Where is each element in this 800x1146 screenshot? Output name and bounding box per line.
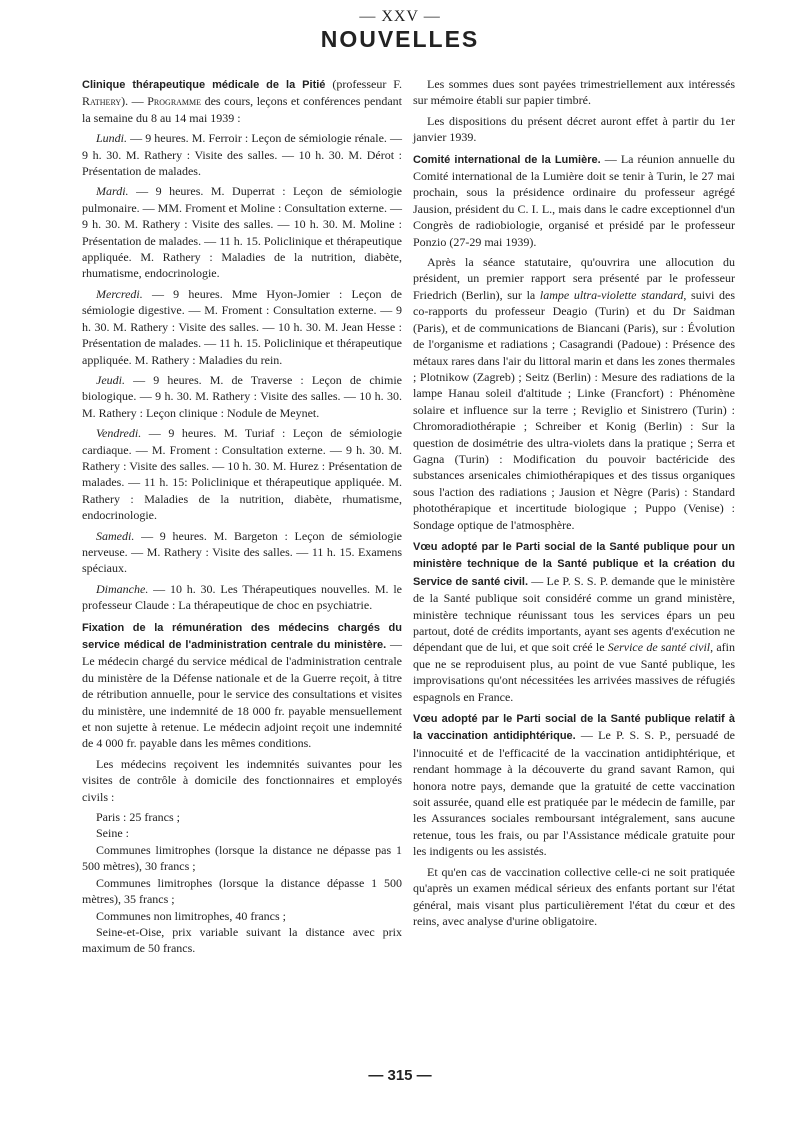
day-text-jeudi: — 9 heures. M. de Traverse : Leçon de chimie biologique. — 9 h. 30. M. Rathery : Visite des salles. — 10 h. 30. M. Rathery : Leçon clinique : Nodule de Meynet. [82, 372, 402, 420]
day-label-lundi: Lundi. [96, 131, 128, 146]
clinique-programme-label: Programme [147, 94, 202, 109]
clinique-intro-a: (professeur F. [325, 77, 402, 91]
day-text-lundi: — 9 heures. M. Ferroir : Leçon de sémiologie rénale. — 9 h. 30. M. Rathery : Visite des salles. — 10 h. 30. M. Dérot : Présentation de malades. [82, 131, 402, 179]
fixation-cont-p1: Les sommes dues sont payées trimestriellement aux intéressés sur mémoire établi sur papier timbré. [413, 77, 735, 108]
day-text-mardi: — 9 heures. M. Duperrat : Leçon de sémiologie pulmonaire. — MM. Froment et Moline : Consultation externe. — 9 h. 30. M. Rathery : Visite des salles. — 10 h. 30. M. Moline : Présentation de malades. — 11 h. 15. Policlinique et thérapeutique appliquée. M. Rathery : Maladies de la nutrition, diabète, rhumatisme, endocrinologie. [82, 184, 402, 281]
comite-lampe: lampe ultra-violette standard [539, 287, 684, 302]
right-column [413, 76, 735, 933]
fixation-p2: Les médecins reçoivent les indemnités suivantes pour les visites de contrôle à domicile des fonctionnaires et employés civils : [82, 756, 402, 804]
clinique-intro-c: des cours, leçons et conférences pendant la semaine du 8 au 14 mai 1939 : [82, 94, 402, 125]
day-label-mardi: Mardi. [96, 184, 129, 199]
voeu2-article [413, 710, 735, 860]
page-number: — 315 — [368, 1067, 432, 1084]
clinique-intro [82, 76, 402, 126]
day-text-mercredi: — 9 heures. Mme Hyon-Jomier : Leçon de sémiologie digestive. — M. Froment : Consultation externe. — 9 h. 30. M. Rathery : Visite des salles. — 10 h. 30. M. Jean Hesse : Présentation de malades. — 11 h. 15. Policlinique et thérapeutique appliquée. M. Rathery : Maladies du rein. [82, 286, 402, 367]
day-text-vendredi: — 9 heures. M. Turiaf : Leçon de sémiologie cardiaque. — M. Froment : Consultation externe. — 9 h. 30. M. Rathery : Visite des salles. — 10 h. 30. M. Hurez : Présentation de malades. — 11 h. 15: Policlinique et thérapeutique appliquée. M. Rathery : Maladies de la nutrition, diabète, rhumatisme, endocrinologie. [82, 426, 402, 523]
section-title: NOUVELLES [320, 26, 480, 52]
fixation-list-limitrophes-1: Communes limitrophes (lorsque la distance ne dépasse pas 1 500 mètres), 30 francs ; [82, 842, 402, 874]
clinique-title: Clinique thérapeutique médicale de la Pitié [82, 79, 326, 91]
comite-p1: — La réunion annuelle du Comité international de la Lumière doit se tenir à Turin, le 27 mai prochain, sous la présidence ordinaire du professeur agrégé Jausion, président du C. I. L., mais dans le cadre exceptionnel d'un Congrès de radiobiologie, organisé et présidé par le professeur Ponzio (27-29 mai 1939). [413, 151, 735, 249]
comite-p2a: Après la séance statutaire, qu'ouvrira une allocution du président, un premier rapport sera présenté par le professeur Friedrich (Berlin), sur la [413, 255, 735, 302]
voeu2-p2: Et qu'en cas de vaccination collective celle-ci ne soit pratiquée qu'après un examen médical sérieux des enfants portant sur l'état général, mais visant plus particulièrement l'état du cœur et des reins, avec analyse d'urine obligatoire. [413, 864, 735, 928]
day-lundi [82, 130, 402, 179]
voeu1-title: Vœu adopté par le Parti social de la Santé publique pour un ministère technique de la Santé publique et la création du Service de santé civil. [413, 540, 735, 588]
fixation-title: Fixation de la rémunération des médecins chargés du service médical de l'administration centrale du ministère. [82, 621, 402, 651]
day-mardi [82, 183, 402, 281]
clinique-intro-b: ). — [121, 94, 148, 109]
day-samedi [82, 528, 402, 577]
fixation-article [82, 619, 402, 752]
fixation-list-limitrophes-2: Communes limitrophes (lorsque la distance dépasse 1 500 mètres), 35 francs ; [82, 875, 402, 907]
comite-article [413, 151, 735, 250]
voeu2-p1: — Le P. S. S. P., persuadé de l'innocuité et de l'efficacité de la vaccination antidiphtérique, et rendant hommage à la découverte du grand savant Ramon, qui honora notre pays, demande que la gratuité de cette vaccination soit assurée, quand elle est pratiquée par le médecin de famille, par les Assurances sociales remboursant intégralement, sans aucune retenue, tous les frais, ou par l'Assistance médicale gratuite pour les indigents ou les assistés. [413, 728, 735, 859]
day-label-samedi: Samedi. [96, 528, 135, 543]
voeu1-service: Service de santé civil [607, 640, 711, 655]
day-label-mercredi: Mercredi. [96, 286, 143, 301]
day-mercredi [82, 286, 402, 368]
day-label-dimanche: Dimanche. [96, 581, 149, 596]
day-label-vendredi: Vendredi. [96, 426, 142, 441]
comite-title: Comité international de la Lumière. [413, 153, 601, 166]
voeu1-p1a: — Le P. S. S. P. demande que le ministère de la Santé publique soit considéré comme un grand ministère, ministère technique réunissant tous les services épars un peu partout, doté de crédits importants, ayant ses agents d'exécution ne dépendant que de lui, et que soit créé le [413, 573, 735, 655]
comite-p2 [413, 254, 735, 533]
clinique-prof-name: Rathery [82, 94, 122, 109]
fixation-list-seine-et-oise: Seine-et-Oise, prix variable suivant la distance avec prix maximum de 50 francs. [82, 924, 402, 956]
day-dimanche [82, 581, 402, 614]
voeu1-article [413, 538, 735, 705]
comite-p2b: , suivi des co-rapports du professeur Deagio (Turin) et du Dr Saidman (Paris), et de communications de Biancani (Paris), sur : Évolution de l'organisme et radiations ; Casagrandi (Padoue) : Présence des métaux rares dans l'air du littoral marin et dans les zones thermales ; Plotnikow (Zagreb) ; Seitz (Berlin) : Mesure des radiations de la lampe Hanau soleil d'altitude ; Linke (Francfort) : Phénomène solaire et influence sur la terre ; Reviglio et Sinistrero (Turin) : Chromoradiothérapie ; Schreiber et Konig (Berlin) : Sur la question de dosimétrie des ultra-violets dans la pratique ; Serra et Gagna (Turin) : Modification du pouvoir bactéricide des substances arsenicales chimiothérapiques et des tissus organiques sous l'action des radiations ; Jausion et Nègre (Paris) : Standard photothérapique et incertitude biologique ; Puppo (Venise) : Sondage optique de l'atmosphère. [413, 287, 735, 532]
fixation-list-paris: Paris : 25 francs ; [96, 810, 180, 825]
day-label-jeudi: Jeudi. [96, 372, 125, 387]
fixation-cont-p2: Les dispositions du présent décret auront effet à partir du 1er janvier 1939. [413, 113, 735, 145]
fixation-p1: — Le médecin chargé du service médical de l'administration centrale du ministère de la Défense nationale et de la Guerre reçoit, à titre de rétribution annuelle, pour le service des consultations et visites du ministère, une indemnité de 18 000 fr. payable mensuellement et non sujette à retenue. Le médecin adjoint reçoit une indemnité de 4 000 fr. payable dans les mêmes conditions. [82, 637, 402, 751]
voeu2-title: Vœu adopté par le Parti social de la Santé publique relatif à la vaccination antidiphtérique. [413, 713, 735, 743]
day-text-dimanche: — 10 h. 30. Les Thérapeutiques nouvelles. M. le professeur Claude : La thérapeutique de choc en psychiatrie. [82, 581, 402, 613]
voeu1-p1b: , afin que ne se reproduisent plus, au point de vue Santé publique, les improvisations qu'ont nécessitées les arrivées massives de réfugiés espagnols en France. [413, 640, 736, 704]
day-jeudi [82, 372, 402, 421]
fixation-list-non-limitrophes: Communes non limitrophes, 40 francs ; [96, 908, 286, 923]
roman-page-numeral: — XXV — [359, 8, 441, 25]
fixation-list-seine: Seine : [96, 826, 129, 841]
left-column [82, 76, 402, 957]
day-text-samedi: — 9 heures. M. Bargeton : Leçon de sémiologie nerveuse. — M. Rathery : Visite des salles. — 11 h. 15. Examens spéciaux. [82, 528, 402, 576]
day-vendredi [82, 425, 402, 523]
